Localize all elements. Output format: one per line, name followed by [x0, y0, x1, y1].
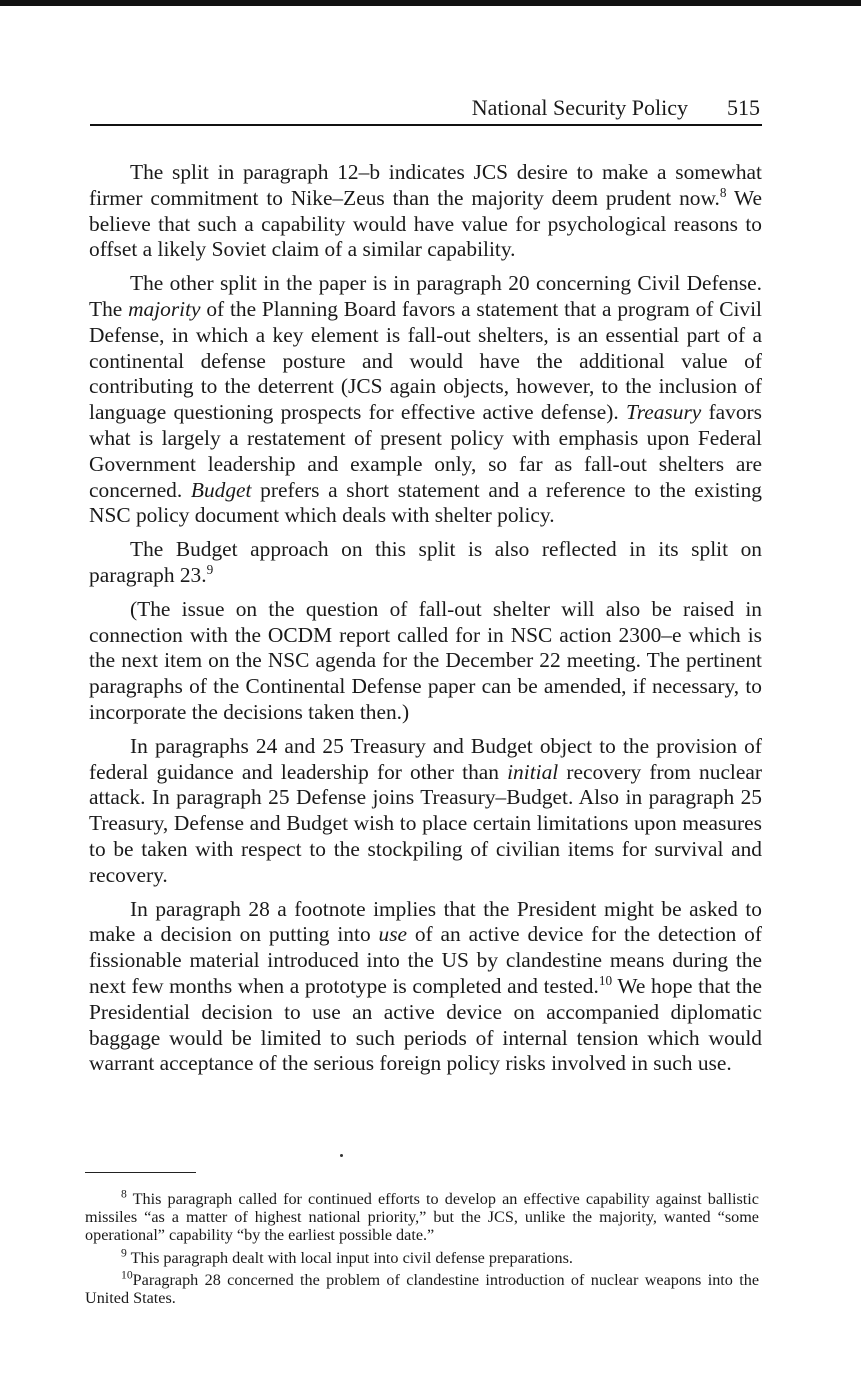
emphasis-treasury: Treasury	[625, 400, 702, 425]
emphasis-use: use	[378, 922, 408, 947]
running-header	[90, 95, 762, 123]
paragraph-5: In paragraphs 24 and 25 Treasury and Budget object to the provision of federal guidance and leadership for other than initial recovery from nuclear attack. In paragraph 25 Defense joins Treasury–Budget. Also in paragraph 25 Treasury, Defense and Budget wish to place certain limitations upon measures to be taken with respect to the stockpiling of civilian items for survival and recovery.	[89, 733, 762, 887]
page-number: 515	[727, 95, 760, 120]
running-header-title: National Security Policy	[471, 95, 688, 120]
footnote-ref-8: 8	[719, 184, 727, 200]
emphasis-budget: Budget	[190, 477, 252, 502]
paragraph-1: The split in paragraph 12–b indicates JCS desire to make a somewhat firmer commitment to Nike–Zeus than the majority deem prudent now.$^8$ We believe that such a capability would have value for psychological reasons to offset a likely Soviet claim of a similar capability.	[89, 160, 762, 262]
footnotes	[85, 1187, 759, 1311]
paragraph-3: The Budget approach on this split is also reflected in its split on paragraph 23.$^9$	[89, 537, 762, 587]
footnote-ref-9: 9	[206, 561, 214, 577]
body-text	[89, 160, 762, 1085]
footnote-8: $^8$ This paragraph called for continued efforts to develop an effective capability against ballistic missiles “as a matter of highest national priority,” but the JCS, unlike the majority, wanted “some operational” capability “by the earliest possible date.”	[85, 1187, 759, 1245]
header-rule	[90, 124, 762, 126]
footnote-rule	[85, 1172, 196, 1173]
emphasis-initial: initial	[507, 759, 559, 784]
paragraph-4: (The issue on the question of fall-out shelter will also be raised in connection with the OCDM report called for in NSC action 2300–e which is the next item on the NSC agenda for the December 22 meeting. The pertinent paragraphs of the Continental Defense paper can be amended, if necessary, to incorporate the decisions taken then.)	[89, 596, 762, 724]
footnote-ref-10: 10	[598, 972, 613, 988]
emphasis-majority: majority	[128, 296, 201, 321]
page-top-border	[0, 0, 861, 6]
footnote-10: $^{10}$Paragraph 28 concerned the problem of clandestine introduction of nuclear weapons into the United States.	[85, 1268, 759, 1308]
paragraph-6: In paragraph 28 a footnote implies that the President might be asked to make a decision on putting into use of an active device for the detection of fissionable material introduced into the US by clandestine means during the next few months when a prototype is completed and tested.$^{10}$ We hope that the Presidential decision to use an active device on accompanied diplomatic baggage would be limited to such periods of internal tension which would warrant acceptance of the serious foreign policy risks involved in such use.	[89, 896, 763, 1076]
paragraph-2: The other split in the paper is in paragraph 20 concerning Civil Defense. The majority of the Planning Board favors a statement that a program of Civil Defense, in which a key element is fall-out shelters, is an essential part of a continental defense posture and would have the additional value of contributing to the deterrent (JCS again objects, however, to the inclusion of language questioning prospects for effective active defense). Treasury favors what is largely a restatement of present policy with emphasis upon Federal Government leadership and example only, so far as fall-out shelters are concerned. Budget prefers a short statement and a reference to the existing NSC policy document which deals with shelter policy.	[89, 271, 763, 528]
footnote-9: $^9$ This paragraph dealt with local input into civil defense preparations.	[121, 1246, 573, 1267]
stray-mark	[340, 1154, 343, 1157]
